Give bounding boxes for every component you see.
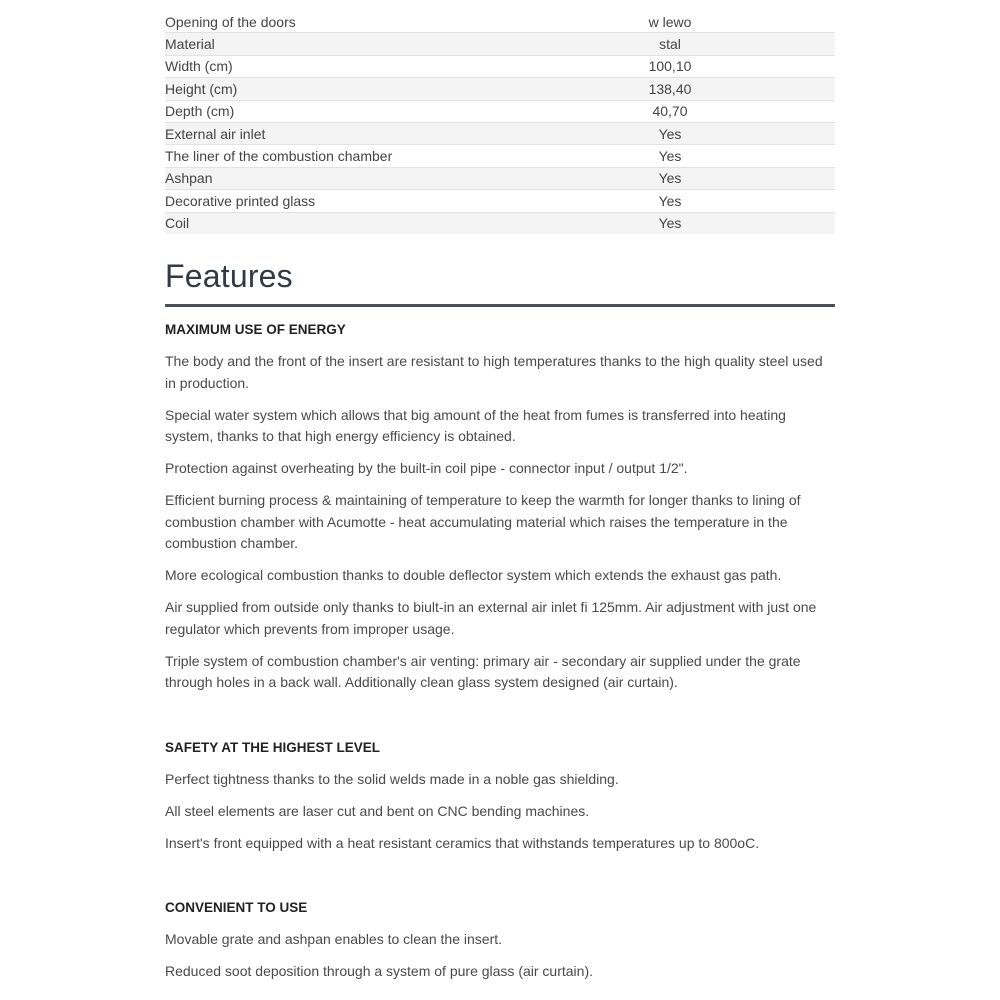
- table-row: [165, 167, 835, 189]
- spec-value: w lewo: [505, 11, 835, 33]
- spec-label: The liner of the combustion chamber: [165, 145, 505, 167]
- spec-value: stal: [505, 33, 835, 55]
- spec-label: Height (cm): [165, 78, 505, 100]
- feature-item: The body and the front of the insert are resistant to high temperatures thanks to the high quality steel used in production.: [165, 353, 823, 391]
- spec-value: Yes: [505, 190, 835, 212]
- feature-item: Efficient burning process & maintaining of temperature to keep the warmth for longer thanks to lining of combustion chamber with Acumotte - heat accumulating material which raises the temperature in the combustion chamber.: [165, 492, 801, 551]
- features-heading: Features: [165, 257, 293, 294]
- heading-divider: [165, 304, 835, 307]
- table-row: [165, 190, 835, 212]
- spec-label: Decorative printed glass: [165, 190, 505, 212]
- table-row: [165, 11, 835, 33]
- table-row: [165, 212, 835, 234]
- spec-label: External air inlet: [165, 122, 505, 144]
- feature-item: All steel elements are laser cut and bent on CNC bending machines.: [165, 803, 590, 819]
- feature-section-safety: [165, 739, 835, 865]
- spec-value: Yes: [505, 122, 835, 144]
- spec-label: Coil: [165, 212, 505, 234]
- spec-label: Depth (cm): [165, 100, 505, 122]
- table-row: [165, 100, 835, 122]
- feature-item: More ecological combustion thanks to double deflector system which extends the exhaust gas path.: [165, 567, 782, 583]
- feature-item: Triple system of combustion chamber's air venting: primary air - secondary air supplied under the grate through holes in a back wall. Additionally clean glass system designed (air curtain).: [165, 652, 801, 690]
- table-row: [165, 122, 835, 144]
- table-row: [165, 145, 835, 167]
- spec-value: Yes: [505, 212, 835, 234]
- section-heading: MAXIMUM USE OF ENERGY: [165, 322, 346, 337]
- spec-table: [165, 11, 835, 234]
- feature-section-convenience: [165, 899, 835, 993]
- spec-value: 40,70: [505, 100, 835, 122]
- feature-item: Air supplied from outside only thanks to biult-in an external air inlet fi 125mm. Air adjustment with just one regulator which prevents from improper usage.: [165, 599, 817, 637]
- spec-label: Ashpan: [165, 167, 505, 189]
- table-row: [165, 78, 835, 100]
- feature-item: Movable grate and ashpan enables to clean the insert.: [165, 931, 503, 947]
- spec-label: Opening of the doors: [165, 11, 505, 33]
- section-heading: SAFETY AT THE HIGHEST LEVEL: [165, 740, 381, 755]
- spec-value: 138,40: [505, 78, 835, 100]
- table-row: [165, 33, 835, 55]
- product-spec-page: [165, 11, 835, 307]
- spec-label: Material: [165, 33, 505, 55]
- feature-section-energy: [165, 321, 835, 704]
- section-heading: CONVENIENT TO USE: [165, 900, 308, 915]
- table-row: [165, 55, 835, 77]
- spec-value: Yes: [505, 167, 835, 189]
- spec-value: 100,10: [505, 55, 835, 77]
- feature-item: Perfect tightness thanks to the solid welds made in a noble gas shielding.: [165, 771, 619, 787]
- feature-item: Special water system which allows that big amount of the heat from fumes is transferred into heating system, thanks to that high energy efficiency is obtained.: [165, 406, 786, 444]
- feature-item: Reduced soot deposition through a system of pure glass (air curtain).: [165, 963, 594, 979]
- feature-item: Protection against overheating by the built-in coil pipe - connector input / output 1/2".: [165, 460, 688, 476]
- feature-item: Insert's front equipped with a heat resistant ceramics that withstands temperatures up to 800oC.: [165, 835, 760, 851]
- spec-value: Yes: [505, 145, 835, 167]
- spec-label: Width (cm): [165, 55, 505, 77]
